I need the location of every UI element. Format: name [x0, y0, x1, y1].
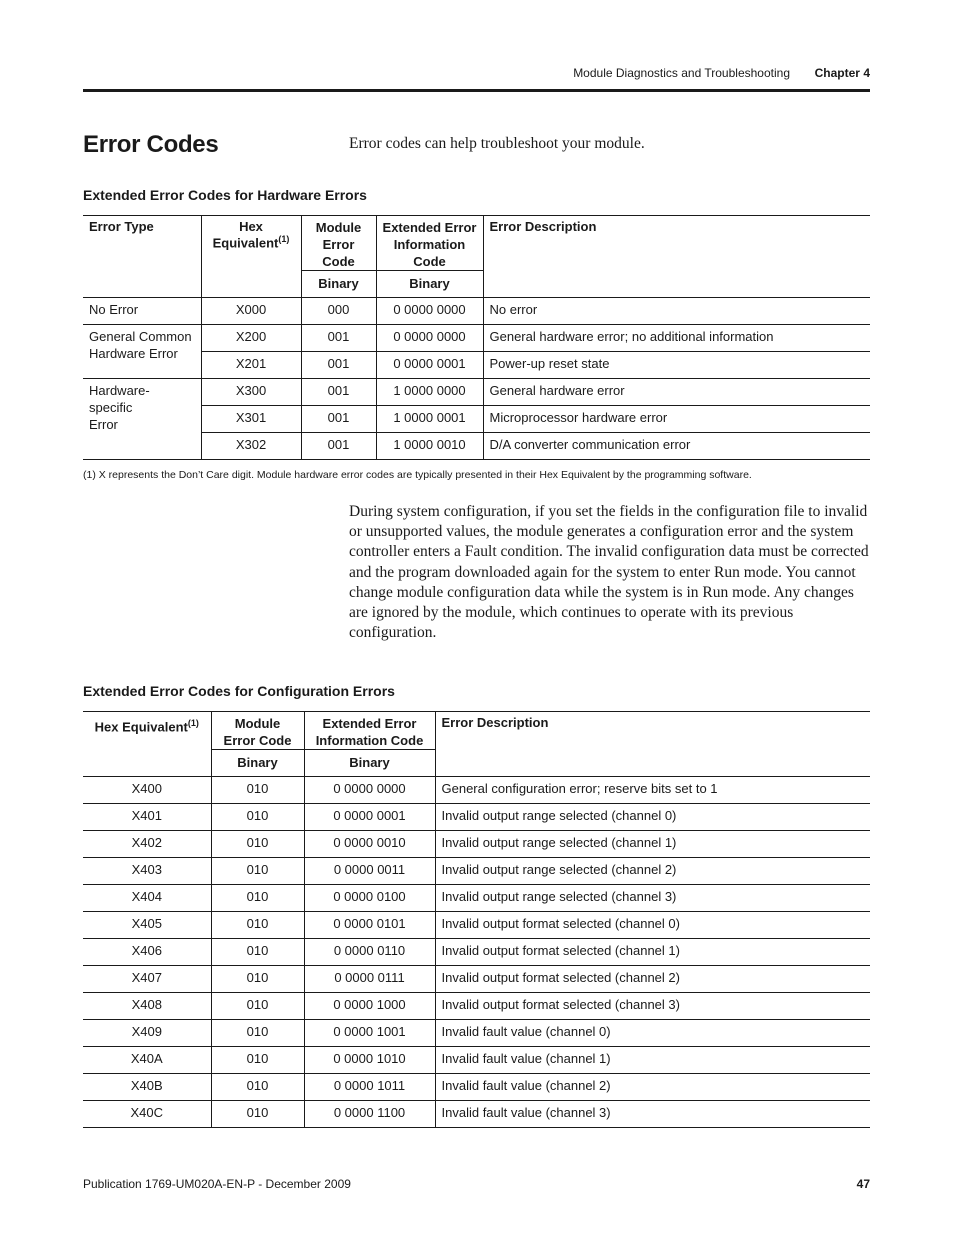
col-hex-note: (1): [187, 718, 199, 728]
table-row: [83, 1101, 870, 1128]
cell-module: 010: [211, 1074, 304, 1101]
cell-ext: 0 0000 1010: [304, 1047, 435, 1074]
table-row: [83, 298, 870, 325]
footnote: (1) X represents the Don’t Care digit. Module hardware error codes are typically presented in their Hex Equivalent by the programming software.: [83, 469, 752, 481]
cell-module: 010: [211, 966, 304, 993]
col-hex: [83, 712, 211, 750]
cell-desc: Invalid output format selected (channel 2): [435, 966, 870, 993]
cell-ext: 0 0000 0110: [304, 939, 435, 966]
cell-hex: X40B: [83, 1074, 211, 1101]
table-row: [83, 966, 870, 993]
col-module-binary: Binary: [211, 750, 304, 777]
table-row: [83, 993, 870, 1020]
cell-hex: X40A: [83, 1047, 211, 1074]
cell-ext: 0 0000 1000: [304, 993, 435, 1020]
cell-ext: 0 0000 0000: [304, 777, 435, 804]
cell-hex: X402: [83, 831, 211, 858]
cell-module: 010: [211, 1047, 304, 1074]
cell-module: 000: [301, 298, 376, 325]
cell-desc: D/A converter communication error: [483, 433, 870, 460]
cell-module: 010: [211, 804, 304, 831]
cell-desc: General configuration error; reserve bits set to 1: [435, 777, 870, 804]
cell-module: 001: [301, 433, 376, 460]
cell-desc: Invalid output format selected (channel 1): [435, 939, 870, 966]
cell-desc: General hardware error: [483, 379, 870, 406]
table-row: [83, 379, 870, 406]
cell-module: 001: [301, 325, 376, 352]
cell-hex: X40C: [83, 1101, 211, 1128]
cell-ext: 1 0000 0001: [376, 406, 483, 433]
col-extended: Extended Error Information Code: [376, 216, 483, 271]
cell-hex: X408: [83, 993, 211, 1020]
cell-module: 010: [211, 831, 304, 858]
cell-desc: Invalid fault value (channel 0): [435, 1020, 870, 1047]
col-description: Error Description: [483, 216, 870, 271]
table-row: [83, 858, 870, 885]
cell-desc: Invalid output format selected (channel 3): [435, 993, 870, 1020]
cell-desc: Power-up reset state: [483, 352, 870, 379]
cell-module: 010: [211, 939, 304, 966]
table-row: [83, 831, 870, 858]
table-row: [83, 939, 870, 966]
header-chapter: Chapter 4: [814, 66, 870, 80]
table-row: [83, 777, 870, 804]
cell-hex: X407: [83, 966, 211, 993]
intro-text: Error codes can help troubleshoot your module.: [349, 135, 645, 152]
col-hex-spacer: [83, 750, 211, 777]
cell-module: 010: [211, 777, 304, 804]
cell-hex: X400: [83, 777, 211, 804]
cell-ext: 0 0000 0011: [304, 858, 435, 885]
cell-hex: X300: [201, 379, 301, 406]
running-header: [83, 66, 870, 82]
cell-module: 010: [211, 1101, 304, 1128]
cell-ext: 0 0000 0010: [304, 831, 435, 858]
cell-ext: 0 0000 0000: [376, 298, 483, 325]
cell-ext: 1 0000 0000: [376, 379, 483, 406]
cell-module: 010: [211, 912, 304, 939]
cell-desc: Microprocessor hardware error: [483, 406, 870, 433]
table-row: [83, 1020, 870, 1047]
cell-desc: Invalid output range selected (channel 1): [435, 831, 870, 858]
cell-hex: X200: [201, 325, 301, 352]
cell-desc: Invalid fault value (channel 3): [435, 1101, 870, 1128]
table-row: [83, 1047, 870, 1074]
cell-module: 010: [211, 993, 304, 1020]
cell-hex: X000: [201, 298, 301, 325]
cell-module: 001: [301, 406, 376, 433]
table-row: [83, 1074, 870, 1101]
cell-module: 001: [301, 379, 376, 406]
cell-desc: Invalid output range selected (channel 3): [435, 885, 870, 912]
cell-ext: 0 0000 1100: [304, 1101, 435, 1128]
table-row: [83, 406, 870, 433]
cell-module: 010: [211, 1020, 304, 1047]
table-row: [83, 352, 870, 379]
col-extended: Extended Error Information Code: [304, 712, 435, 750]
cell-desc: Invalid fault value (channel 2): [435, 1074, 870, 1101]
table2-caption: Extended Error Codes for Configuration Errors: [83, 683, 395, 699]
header-section: Module Diagnostics and Troubleshooting: [573, 66, 790, 80]
cell-ext: 0 0000 0100: [304, 885, 435, 912]
cell-ext: 0 0000 1011: [304, 1074, 435, 1101]
cell-ext: 0 0000 0111: [304, 966, 435, 993]
cell-ext: 0 0000 0000: [376, 325, 483, 352]
cell-hex: X406: [83, 939, 211, 966]
col-module-binary: Binary: [301, 271, 376, 298]
cell-ext: 0 0000 1001: [304, 1020, 435, 1047]
config-paragraph: During system configuration, if you set the fields in the configuration file to invalid or unsupported values, the module generates a configuration error and the system controller enters a Fault condition. The invalid configuration data must be corrected and the program downloaded again for the system to enter Run mode. You cannot change module configuration data while the system is in Run mode. Any changes are ignored by the module, which continues to operate with its previous configuration.: [349, 503, 869, 642]
cell-hex: X403: [83, 858, 211, 885]
table-row: [83, 912, 870, 939]
table-row: [83, 885, 870, 912]
header-rule: [83, 89, 870, 92]
col-module: Module Error Code: [301, 216, 376, 271]
cell-desc: Invalid output range selected (channel 2): [435, 858, 870, 885]
col-hex-label: Hex Equivalent: [212, 219, 279, 251]
table-row: [83, 433, 870, 460]
cell-ext: 1 0000 0010: [376, 433, 483, 460]
col-description-spacer: [435, 750, 870, 777]
group-hardware-specific: [83, 379, 201, 460]
col-hex-spacer: [201, 271, 301, 298]
col-extended-binary: Binary: [376, 271, 483, 298]
hardware-errors-table: [83, 215, 870, 460]
page-title: Error Codes: [83, 131, 219, 158]
col-hex-label: Hex Equivalent: [94, 719, 188, 735]
cell-ext: 0 0000 0001: [304, 804, 435, 831]
col-extended-binary: Binary: [304, 750, 435, 777]
col-error-type-spacer: [83, 271, 201, 298]
group-general-common: General Common Hardware Error: [83, 325, 201, 379]
cell-desc: Invalid fault value (channel 1): [435, 1047, 870, 1074]
group-hardware-specific-label: Hardware-specific Error: [89, 383, 150, 432]
cell-hex: X404: [83, 885, 211, 912]
cell-hex: X401: [83, 804, 211, 831]
cell-hex: X302: [201, 433, 301, 460]
cell-module: 001: [301, 352, 376, 379]
table1-caption: Extended Error Codes for Hardware Errors: [83, 187, 367, 203]
footer-publication: Publication 1769-UM020A-EN-P - December 2009: [83, 1177, 351, 1191]
cell-hex: X405: [83, 912, 211, 939]
table-row: [83, 804, 870, 831]
configuration-errors-table: [83, 711, 870, 1128]
cell-desc: General hardware error; no additional information: [483, 325, 870, 352]
cell-hex: X301: [201, 406, 301, 433]
cell-desc: Invalid output range selected (channel 0): [435, 804, 870, 831]
cell-hex: X409: [83, 1020, 211, 1047]
cell-hex: X201: [201, 352, 301, 379]
col-description-spacer: [483, 271, 870, 298]
cell-module: 010: [211, 885, 304, 912]
cell-module: 010: [211, 858, 304, 885]
col-description: Error Description: [435, 712, 870, 750]
col-hex-note: (1): [278, 234, 290, 244]
col-error-type: Error Type: [89, 219, 154, 234]
page-number: 47: [856, 1177, 870, 1191]
cell-desc: No error: [483, 298, 870, 325]
cell-desc: Invalid output format selected (channel 0): [435, 912, 870, 939]
col-module: Module Error Code: [211, 712, 304, 750]
group-no-error: No Error: [83, 298, 201, 325]
cell-ext: 0 0000 0101: [304, 912, 435, 939]
table-row: [83, 325, 870, 352]
cell-ext: 0 0000 0001: [376, 352, 483, 379]
col-hex: [201, 216, 301, 271]
